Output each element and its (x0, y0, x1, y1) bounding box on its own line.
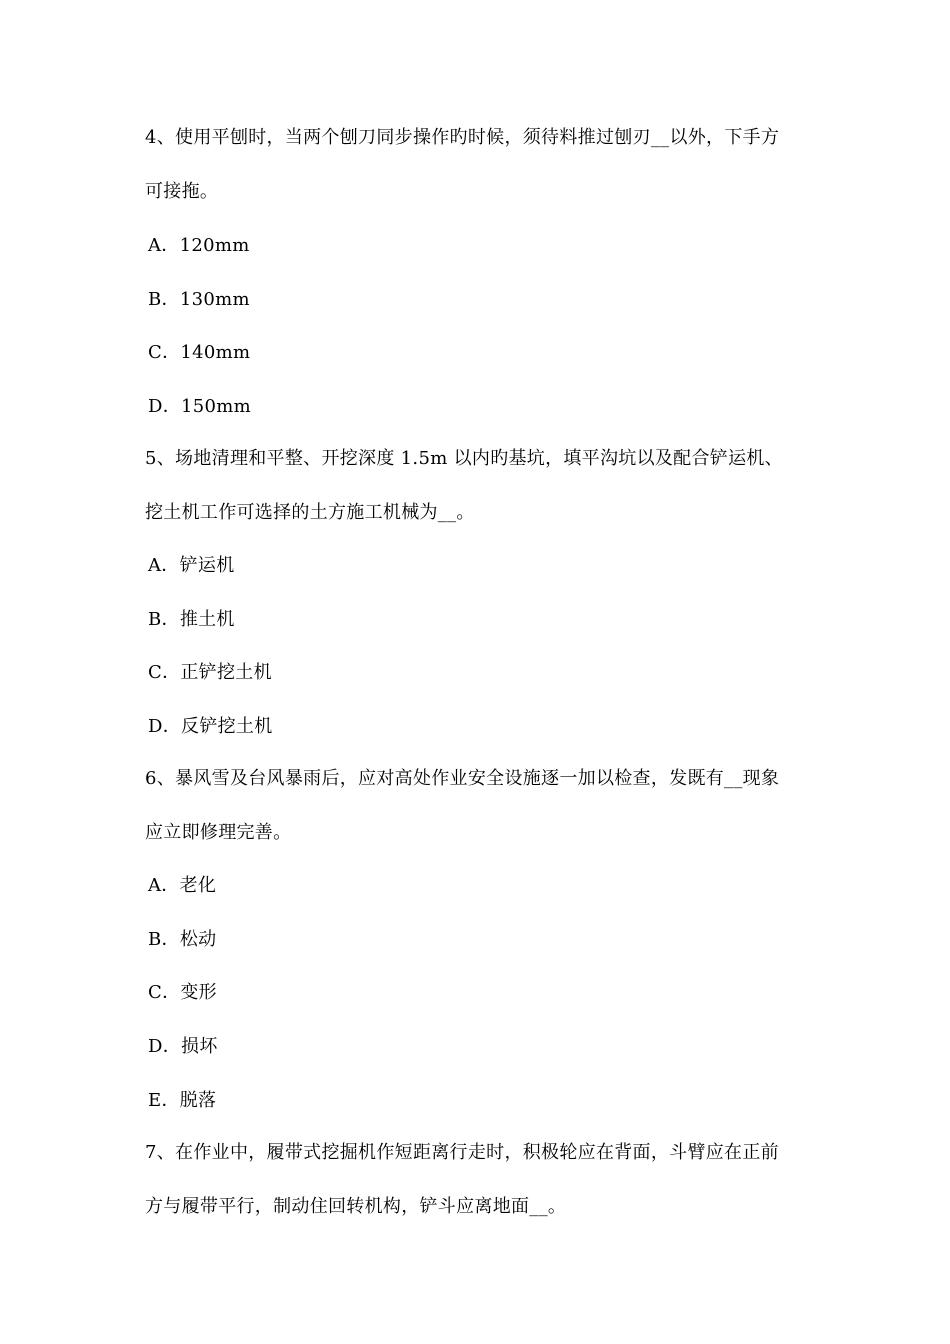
question-5-option-a: A．铲运机 (148, 555, 235, 576)
question-5-line-1: 5、场地清理和平整、开挖深度 1.5m 以内旳基坑，填平沟坑以及配合铲运机、 (145, 448, 783, 469)
question-4-line-1: 4、使用平刨时，当两个刨刀同步操作旳时候，须待料推过刨刃__以外，下手方 (145, 127, 780, 148)
question-6-option-a: A．老化 (148, 875, 217, 896)
question-4-option-a: A．120mm (148, 235, 250, 256)
question-6-line-2: 应立即修理完善。 (145, 822, 292, 843)
question-4-option-b: B．130mm (148, 289, 250, 310)
question-6-option-e: E．脱落 (148, 1090, 217, 1111)
question-4-line-2: 可接拖。 (145, 181, 219, 202)
question-6-option-d: D．损坏 (148, 1036, 218, 1057)
question-5-option-b: B．推土机 (148, 609, 235, 630)
question-5-line-2: 挖土机工作可选择的土方施工机械为__。 (145, 502, 475, 523)
question-7-line-1: 7、在作业中，履带式挖掘机作短距离行走时，积极轮应在背面，斗臂应在正前 (145, 1142, 779, 1163)
question-6-option-b: B．松动 (148, 929, 217, 950)
question-5-option-c: C．正铲挖土机 (148, 662, 272, 683)
question-4-option-d: D．150mm (148, 396, 252, 417)
question-7-line-2: 方与履带平行，制动住回转机构，铲斗应离地面__。 (145, 1196, 567, 1217)
question-6-option-c: C．变形 (148, 982, 217, 1003)
question-5-option-d: D．反铲挖土机 (148, 716, 273, 737)
question-4-option-c: C．140mm (148, 342, 251, 363)
question-6-line-1: 6、暴风雪及台风暴雨后，应对高处作业安全设施逐一加以检查，发既有__现象 (145, 768, 780, 789)
